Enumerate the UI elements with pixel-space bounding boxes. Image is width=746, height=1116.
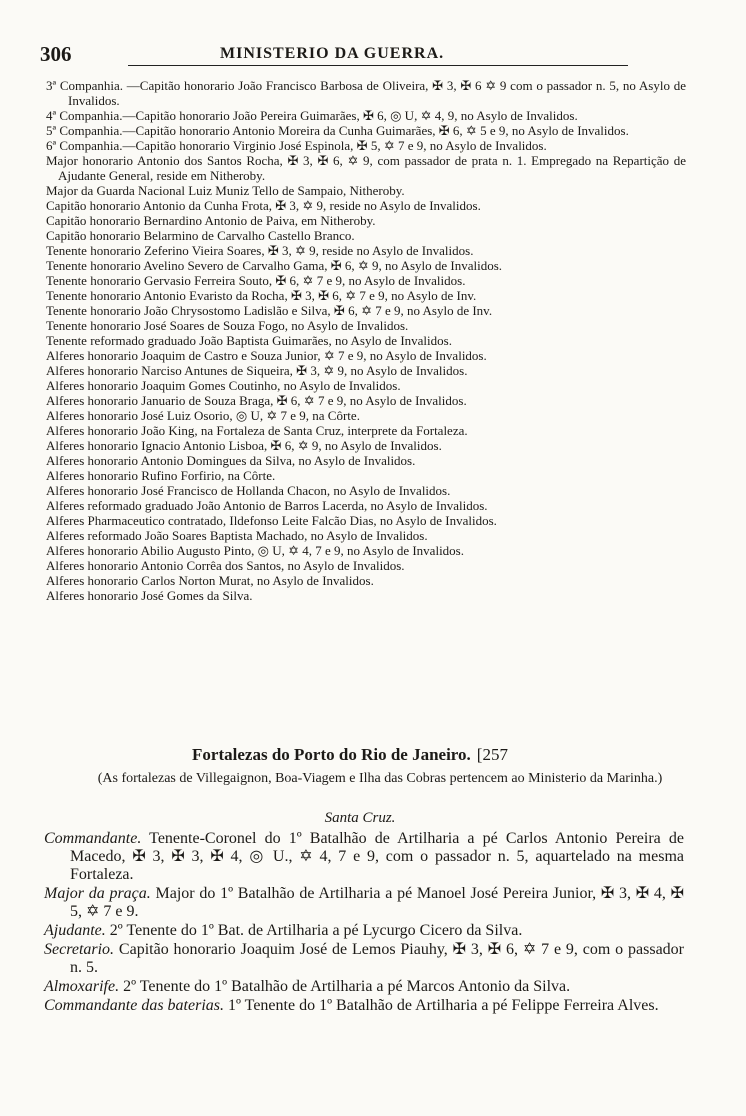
- list-item: Major honorario Antonio dos Santos Rocha, ✠ 3, ✠ 6, ✡ 9, com passador de prata n. 1. Empregado na Repartição de Ajudante General, reside em Nitheroby.: [46, 153, 686, 183]
- list-item: Alferes honorario José Gomes da Silva.: [46, 588, 253, 603]
- list-item: Alferes honorario Carlos Norton Murat, no Asylo de Invalidos.: [46, 573, 374, 588]
- staff-text: 2º Tenente do 1º Bat. de Artilharia a pé Lycurgo Cicero da Silva.: [109, 922, 523, 939]
- list-item: 3ª Companhia. —Capitão honorario João Francisco Barbosa de Oliveira, ✠ 3, ✠ 6 ✡ 9 com o passador n. 5, no Asylo de Invalidos.: [46, 78, 686, 108]
- list-item: Alferes honorario José Luiz Osorio, ◎ U, ✡ 7 e 9, na Côrte.: [46, 408, 360, 423]
- staff-text: Tenente-Coronel do 1º Batalhão de Artilharia a pé Carlos Antonio Pereira de Macedo, ✠ 3, ✠ 3, ✠ 4, ◎ U., ✡ 4, 7 e 9, com o passador n. 5, aquartelado na mesma Fortaleza.: [70, 830, 685, 883]
- staff-entry: [44, 997, 684, 1015]
- page-number: 306: [40, 42, 72, 66]
- section-ref: [257: [476, 745, 508, 764]
- header-rule: [128, 65, 628, 66]
- list-item: Tenente honorario Avelino Severo de Carvalho Gama, ✠ 6, ✡ 9, no Asylo de Invalidos.: [46, 258, 503, 273]
- staff-role: Almoxarife.: [44, 978, 120, 995]
- page-header: [40, 40, 680, 68]
- list-item: Tenente honorario Zeferino Vieira Soares, ✠ 3, ✡ 9, reside no Asylo de Invalidos.: [46, 243, 474, 258]
- staff-text: 2º Tenente do 1º Batalhão de Artilharia a pé Marcos Antonio da Silva.: [123, 978, 571, 995]
- list-item: Alferes honorario Joaquim de Castro e Souza Junior, ✡ 7 e 9, no Asylo de Invalidos.: [46, 348, 487, 363]
- list-item: Alferes honorario João King, na Fortaleza de Santa Cruz, interprete da Fortaleza.: [46, 423, 468, 438]
- staff-text: 1º Tenente do 1º Batalhão de Artilharia a pé Felippe Ferreira Alves.: [228, 997, 659, 1014]
- staff-text: Capitão honorario Joaquim José de Lemos Piauhy, ✠ 3, ✠ 6, ✡ 7 e 9, com o passador n. 5.: [70, 941, 685, 976]
- staff-role: Secretario.: [44, 941, 115, 958]
- section-title: [0, 744, 700, 766]
- staff-role: Ajudante.: [44, 922, 106, 939]
- staff-text: Major do 1º Batalhão de Artilharia a pé Manoel José Pereira Junior, ✠ 3, ✠ 4, ✠ 5, ✡ 7 e 9.: [70, 885, 685, 920]
- list-item: Alferes honorario Abilio Augusto Pinto, ◎ U, ✡ 4, 7 e 9, no Asylo de Invalidos.: [46, 543, 464, 558]
- staff-role: Commandante.: [44, 830, 142, 847]
- list-item: 6ª Companhia.—Capitão honorario Virginio José Espinola, ✠ 5, ✡ 7 e 9, no Asylo de Invalidos.: [46, 138, 547, 153]
- list-item: Capitão honorario Belarmino de Carvalho Castello Branco.: [46, 228, 355, 243]
- staff-entry: [44, 978, 684, 996]
- list-item: Tenente honorario Antonio Evaristo da Rocha, ✠ 3, ✠ 6, ✡ 7 e 9, no Asylo de Inv.: [46, 288, 477, 303]
- section-note: (As fortalezas de Villegaignon, Boa-Viagem e Ilha das Cobras pertencem ao Ministerio da Marinha.): [97, 771, 663, 786]
- list-item: Capitão honorario Bernardino Antonio de Paiva, em Nitheroby.: [46, 213, 376, 228]
- staff-entry: [44, 922, 684, 940]
- running-title: MINISTERIO DA GUERRA.: [220, 45, 445, 62]
- personnel-list: [46, 78, 686, 603]
- list-item: Alferes honorario Narciso Antunes de Siqueira, ✠ 3, ✡ 9, no Asylo de Invalidos.: [46, 363, 468, 378]
- list-item: Alferes honorario Ignacio Antonio Lisboa, ✠ 6, ✡ 9, no Asylo de Invalidos.: [46, 438, 442, 453]
- section-place: Santa Cruz.: [324, 810, 396, 826]
- staff-role: Major da praça.: [44, 885, 151, 902]
- list-item: Alferes honorario Antonio Corrêa dos Santos, no Asylo de Invalidos.: [46, 558, 405, 573]
- list-item: Alferes honorario Januario de Souza Braga, ✠ 6, ✡ 7 e 9, no Asylo de Invalidos.: [46, 393, 467, 408]
- list-item: Capitão honorario Antonio da Cunha Frota, ✠ 3, ✡ 9, reside no Asylo de Invalidos.: [46, 198, 481, 213]
- list-item: Tenente honorario Gervasio Ferreira Souto, ✠ 6, ✡ 7 e 9, no Asylo de Invalidos.: [46, 273, 466, 288]
- list-item: Tenente honorario João Chrysostomo Ladislão e Silva, ✠ 6, ✡ 7 e 9, no Asylo de Inv.: [46, 303, 493, 318]
- list-item: Tenente honorario José Soares de Souza Fogo, no Asylo de Invalidos.: [46, 318, 409, 333]
- list-item: Major da Guarda Nacional Luiz Muniz Tello de Sampaio, Nitheroby.: [46, 183, 405, 198]
- staff-entry: [44, 941, 684, 977]
- list-item: Alferes Pharmaceutico contratado, Ildefonso Leite Falcão Dias, no Asylo de Invalidos.: [46, 513, 497, 528]
- list-item: Alferes honorario Antonio Domingues da Silva, no Asylo de Invalidos.: [46, 453, 416, 468]
- list-item: Alferes honorario Rufino Forfirio, na Côrte.: [46, 468, 276, 483]
- list-item: Alferes honorario José Francisco de Hollanda Chacon, no Asylo de Invalidos.: [46, 483, 451, 498]
- staff-entry: [44, 885, 684, 921]
- fortress-staff: [44, 830, 684, 1016]
- staff-entry: [44, 830, 684, 884]
- section-title-text: Fortalezas do Porto do Rio de Janeiro.: [192, 745, 471, 764]
- list-item: Alferes reformado João Soares Baptista Machado, no Asylo de Invalidos.: [46, 528, 428, 543]
- list-item: Alferes reformado graduado João Antonio de Barros Lacerda, no Asylo de Invalidos.: [46, 498, 488, 513]
- list-item: Alferes honorario Joaquim Gomes Coutinho, no Asylo de Invalidos.: [46, 378, 401, 393]
- list-item: 5ª Companhia.—Capitão honorario Antonio Moreira da Cunha Guimarães, ✠ 6, ✡ 5 e 9, no Asylo de Invalidos.: [46, 123, 629, 138]
- list-item: 4ª Companhia.—Capitão honorario João Pereira Guimarães, ✠ 6, ◎ U, ✡ 4, 9, no Asylo de Invalidos.: [46, 108, 578, 123]
- list-item: Tenente reformado graduado João Baptista Guimarães, no Asylo de Invalidos.: [46, 333, 452, 348]
- staff-role: Commandante das baterias.: [44, 997, 224, 1014]
